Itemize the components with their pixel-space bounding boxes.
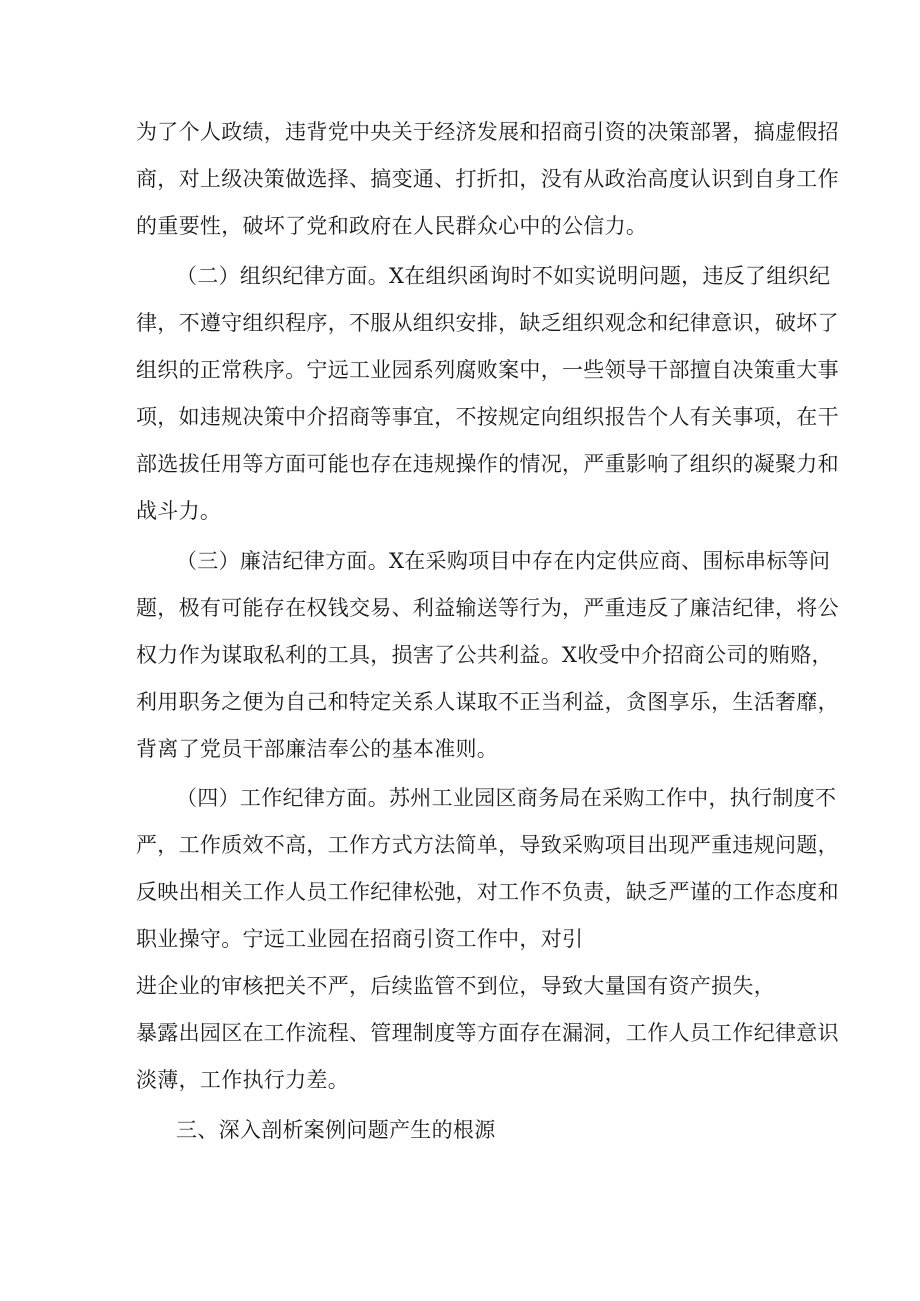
- text-line: 为了个人政绩，违背党中央关于经济发展和招商引资的决策部署，搞虚假招: [136, 120, 839, 144]
- text-line: 的重要性，破坏了党和政府在人民群众心中的公信力。: [136, 214, 648, 238]
- text-line: 严，工作质效不高，工作方式方法简单，导致采购项目出现严重违规问题，: [136, 833, 839, 857]
- section-heading-organization: （二）组织纪律方面。X在组织函询时不如实说明问题，违反了组织纪: [176, 264, 831, 288]
- text-line: 利用职务之便为自己和特定关系人谋取不正当利益，贪图享乐，生活奢靡，: [136, 690, 839, 714]
- text-line: 反映出相关工作人员工作纪律松弛，对工作不负责，缺乏严谨的工作态度和: [136, 880, 839, 904]
- text-line: 项，如违规决策中介招商等事宜，不按规定向组织报告个人有关事项，在干: [136, 405, 839, 429]
- text-line: 暴露出园区在工作流程、管理制度等方面存在漏洞，工作人员工作纪律意识: [136, 1021, 839, 1045]
- text-line: 题，极有可能存在权钱交易、利益输送等行为，严重违反了廉洁纪律，将公: [136, 596, 839, 620]
- text-line: 战斗力。: [136, 499, 222, 523]
- text-line: 背离了党员干部廉洁奉公的基本准则。: [136, 737, 499, 761]
- text-line: 部选拔任用等方面可能也存在违规操作的情况，严重影响了组织的凝聚力和: [136, 452, 839, 476]
- text-line: 律，不遵守组织程序，不服从组织安排，缺乏组织观念和纪律意识，破坏了: [136, 311, 839, 335]
- text-line: 淡薄，工作执行力差。: [136, 1068, 349, 1092]
- text-line: 职业操守。宁远工业园在招商引资工作中，对引: [136, 927, 584, 951]
- section-heading-integrity: （三）廉洁纪律方面。X在采购项目中存在内定供应商、围标串标等问: [176, 549, 831, 573]
- text-line: 组织的正常秩序。宁远工业园系列腐败案中，一些领导干部擅自决策重大事: [136, 358, 839, 382]
- text-line: 商，对上级决策做选择、搞变通、打折扣，没有从政治高度认识到自身工作: [136, 167, 839, 191]
- chapter-heading-root-causes: 三、深入剖析案例问题产生的根源: [176, 1118, 496, 1142]
- text-line: 权力作为谋取私利的工具，损害了公共利益。X收受中介招商公司的贿赂，: [136, 643, 833, 667]
- section-heading-work: （四）工作纪律方面。苏州工业园区商务局在采购工作中，执行制度不: [176, 786, 837, 810]
- text-line: 进企业的审核把关不严，后续监管不到位，导致大量国有资产损失，: [136, 974, 775, 998]
